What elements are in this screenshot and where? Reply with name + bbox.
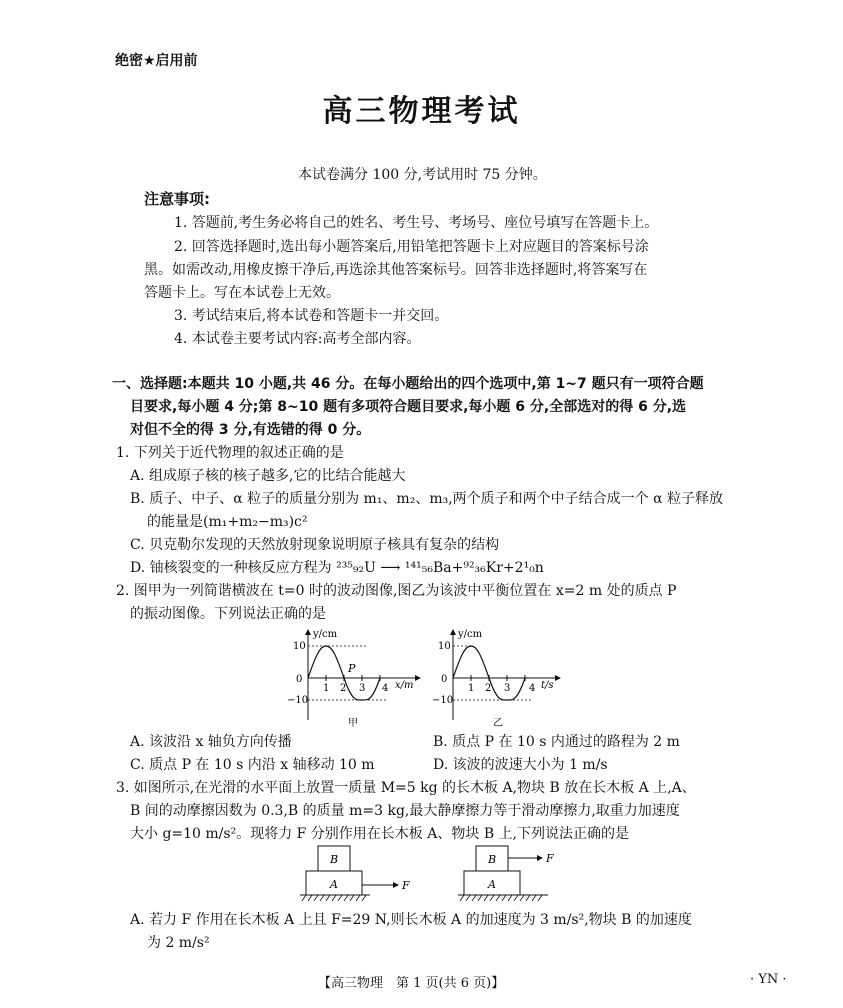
q3-option-a: A. 若力 F 作用在长木板 A 上且 F=29 N,则长木板 A 的加速度为 3 m/s²,物块 B 的加速度 bbox=[130, 912, 692, 928]
vibration-graph-yi bbox=[425, 625, 575, 730]
y-label: y/cm bbox=[458, 629, 483, 640]
board-a-label: A bbox=[488, 878, 496, 891]
notice-item: 2. 回答选择题时,选出每小题答案后,用铅笔把答题卡上对应题目的答案标号涂 bbox=[174, 239, 649, 255]
y-tick: 10 bbox=[293, 641, 306, 652]
section-instructions: 一、选择题:本题共 10 小题,共 46 分。在每小题给出的四个选项中,第 1~7 题只有一项符合题 bbox=[112, 376, 704, 392]
section-instructions: 对但不全的得 3 分,有选错的得 0 分。 bbox=[130, 422, 371, 438]
q2-option-b: B. 质点 P 在 10 s 内通过的路程为 2 m bbox=[433, 734, 680, 750]
notice-item: 4. 本试卷主要考试内容:高考全部内容。 bbox=[174, 331, 421, 347]
t-tick: 4 bbox=[529, 683, 536, 694]
block-b-label: B bbox=[488, 853, 497, 866]
force-label: F bbox=[546, 852, 554, 865]
notice-item: 黑。如需改动,用橡皮擦干净后,再选涂其他答案标号。回答非选择题时,将答案写在 bbox=[144, 262, 648, 278]
y-tick: 0 bbox=[296, 674, 303, 685]
board-figure-force-on-a bbox=[300, 843, 440, 908]
force-label: F bbox=[402, 879, 410, 892]
graph-caption: 乙 bbox=[493, 718, 503, 729]
q1-option-d: D. 铀核裂变的一种核反应方程为 ²³⁵₉₂U ⟶ ¹⁴¹₅₆Ba+⁹²₃₆Kr+2¹₀n bbox=[130, 560, 544, 576]
exam-title: 高三物理考试 bbox=[322, 94, 521, 129]
q2-option-c: C. 质点 P 在 10 s 内沿 x 轴移动 10 m bbox=[130, 757, 375, 773]
q2-option-d: D. 该波的波速大小为 1 m/s bbox=[433, 757, 608, 773]
graph-caption: 甲 bbox=[348, 718, 358, 729]
q3-stem-cont: B 间的动摩擦因数为 0.3,B 的质量 m=3 kg,最大静摩擦力等于滑动摩擦力,取重力加速度 bbox=[130, 803, 680, 819]
t-label: t/s bbox=[541, 680, 554, 691]
x-tick: 3 bbox=[359, 683, 366, 694]
q1-stem: 1. 下列关于近代物理的叙述正确的是 bbox=[116, 445, 344, 461]
t-tick: 2 bbox=[485, 683, 492, 694]
q3-stem-cont: 大小 g=10 m/s²。现将力 F 分别作用在长木板 A、物块 B 上,下列说法正确的是 bbox=[130, 826, 630, 842]
x-tick: 4 bbox=[382, 683, 389, 694]
footer-code: · YN · bbox=[750, 972, 787, 987]
q2-stem-cont: 的振动图像。下列说法正确的是 bbox=[130, 606, 326, 622]
confidential-mark: 绝密★启用前 bbox=[115, 53, 198, 69]
y-tick: −10 bbox=[287, 695, 309, 706]
wave-graph-jia bbox=[280, 625, 430, 730]
q2-stem: 2. 图甲为一列简谐横波在 t=0 时的波动图像,图乙为该波中平衡位置在 x=2 m 处的质点 P bbox=[116, 583, 677, 599]
x-tick: 2 bbox=[340, 683, 347, 694]
notice-item: 1. 答题前,考生务必将自己的姓名、考生号、考场号、座位号填写在答题卡上。 bbox=[174, 215, 659, 231]
x-label: x/m bbox=[395, 680, 414, 691]
q3-stem: 3. 如图所示,在光滑的水平面上放置一质量 M=5 kg 的长木板 A,物块 B 放在长木板 A 上,A、 bbox=[116, 780, 696, 796]
block-b-label: B bbox=[330, 853, 339, 866]
point-p-label: P bbox=[348, 662, 356, 675]
q2-option-a: A. 该波沿 x 轴负方向传播 bbox=[130, 734, 292, 750]
q1-option-a: A. 组成原子核的核子越多,它的比结合能越大 bbox=[130, 468, 406, 484]
q1-option-b-cont: 的能量是(m₁+m₂−m₃)c² bbox=[147, 514, 308, 530]
notice-heading: 注意事项: bbox=[144, 190, 210, 208]
q3-option-a-cont: 为 2 m/s² bbox=[147, 935, 210, 951]
t-tick: 3 bbox=[504, 683, 511, 694]
q1-option-b: B. 质子、中子、α 粒子的质量分别为 m₁、m₂、m₃,两个质子和两个中子结合成一个 α 粒子释放 bbox=[130, 491, 724, 507]
y-label: y/cm bbox=[313, 629, 338, 640]
y-tick: 0 bbox=[441, 674, 448, 685]
y-tick: 10 bbox=[438, 641, 451, 652]
q1-option-c: C. 贝克勒尔发现的天然放射现象说明原子核具有复杂的结构 bbox=[130, 537, 500, 553]
x-tick: 1 bbox=[323, 683, 330, 694]
exam-meta: 本试卷满分 100 分,考试用时 75 分钟。 bbox=[298, 167, 547, 183]
y-tick: −10 bbox=[432, 695, 454, 706]
board-a-label: A bbox=[330, 878, 338, 891]
t-tick: 1 bbox=[468, 683, 475, 694]
notice-item: 3. 考试结束后,将本试卷和答题卡一并交回。 bbox=[174, 308, 449, 324]
section-instructions: 目要求,每小题 4 分;第 8~10 题有多项符合题目要求,每小题 6 分,全部选对的得 6 分,选 bbox=[130, 399, 687, 415]
page-footer: 【高三物理 第 1 页(共 6 页)】 bbox=[318, 976, 505, 991]
notice-item: 答题卡上。写在本试卷上无效。 bbox=[144, 285, 340, 301]
board-figure-force-on-b bbox=[458, 843, 598, 908]
